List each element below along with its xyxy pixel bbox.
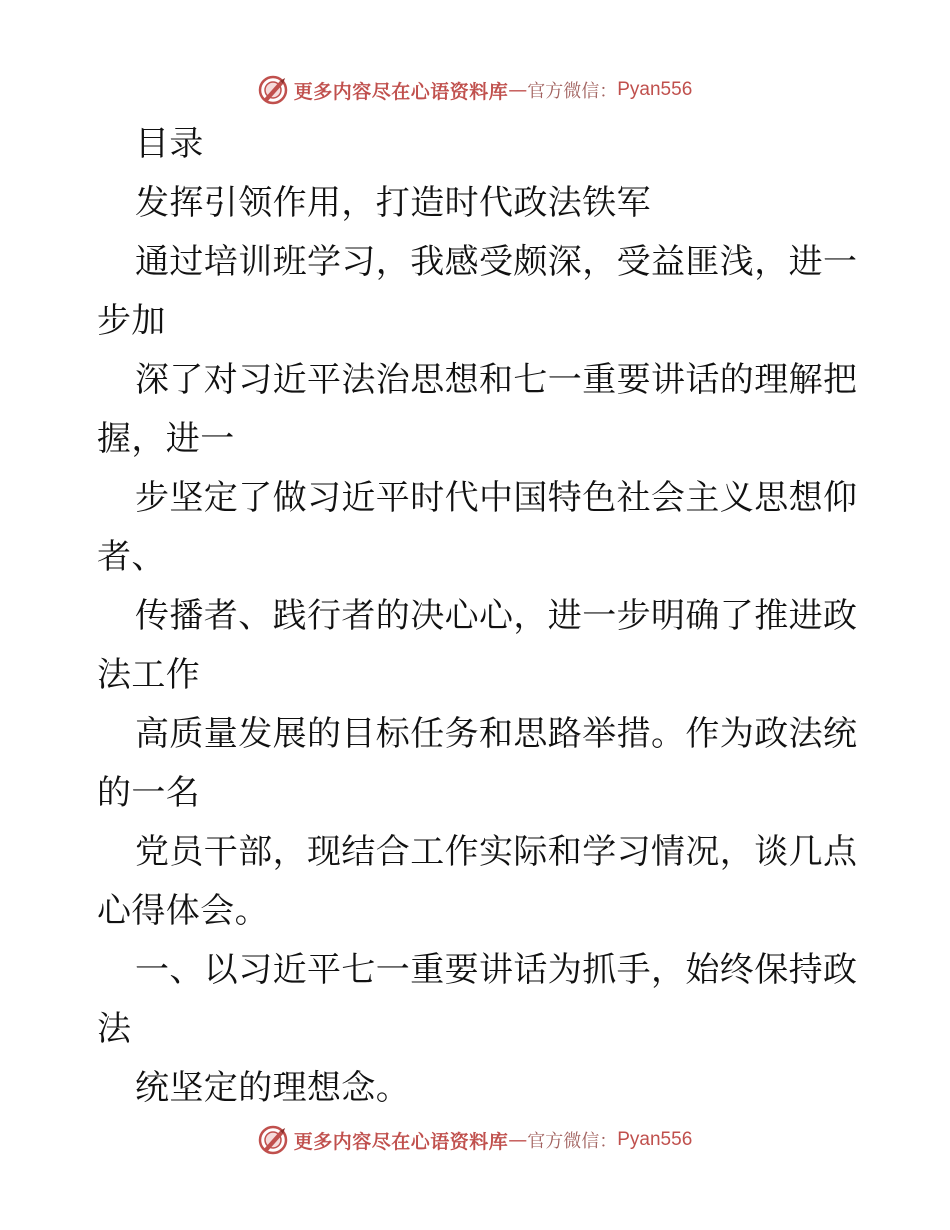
toc-heading: 目录 (135, 124, 204, 164)
quill-logo-icon (258, 1125, 288, 1155)
watermark-separator: — (508, 79, 528, 101)
text-line: 法工作 (97, 655, 201, 695)
text-line: 的一名 (97, 773, 201, 813)
text-line: 深了对习近平法治思想和七一重要讲话的理解把 (135, 360, 858, 400)
watermark-contact-id: Pyan556 (617, 79, 693, 100)
watermark-contact-id: Pyan556 (617, 1129, 693, 1150)
watermark-contact-label: 官方微信： (527, 1131, 618, 1152)
watermark-contact-label: 官方微信： (527, 81, 618, 102)
watermark-brand-text: 更多内容尽在心语资料库 (293, 80, 509, 103)
header-watermark (0, 70, 950, 110)
document-body (97, 115, 857, 1118)
text-line: 通过培训班学习，我感受颇深，受益匪浅，进一 (135, 242, 858, 282)
text-line: 高质量发展的目标任务和思路举措。作为政法统 (135, 714, 858, 754)
text-line: 步坚定了做习近平时代中国特色社会主义思想仰 (135, 478, 858, 518)
watermark-separator: — (508, 1129, 528, 1151)
text-line: 步加 (97, 301, 166, 341)
footer-watermark (0, 1120, 950, 1160)
text-line: 党员干部，现结合工作实际和学习情况，谈几点 (135, 832, 858, 872)
quill-logo-icon (258, 75, 288, 105)
text-line: 握，进一 (97, 419, 235, 459)
text-line: 统坚定的理想念。 (135, 1068, 411, 1108)
text-line: 者、 (97, 537, 166, 577)
section-heading-continued: 法 (97, 1009, 132, 1049)
watermark-brand-text: 更多内容尽在心语资料库 (293, 1130, 509, 1153)
section-heading: 一、以习近平七一重要讲话为抓手，始终保持政 (135, 950, 858, 990)
text-line: 传播者、践行者的决心心，进一步明确了推进政 (135, 596, 858, 636)
document-title: 发挥引领作用，打造时代政法铁军 (135, 183, 651, 223)
text-line: 心得体会。 (97, 891, 269, 931)
